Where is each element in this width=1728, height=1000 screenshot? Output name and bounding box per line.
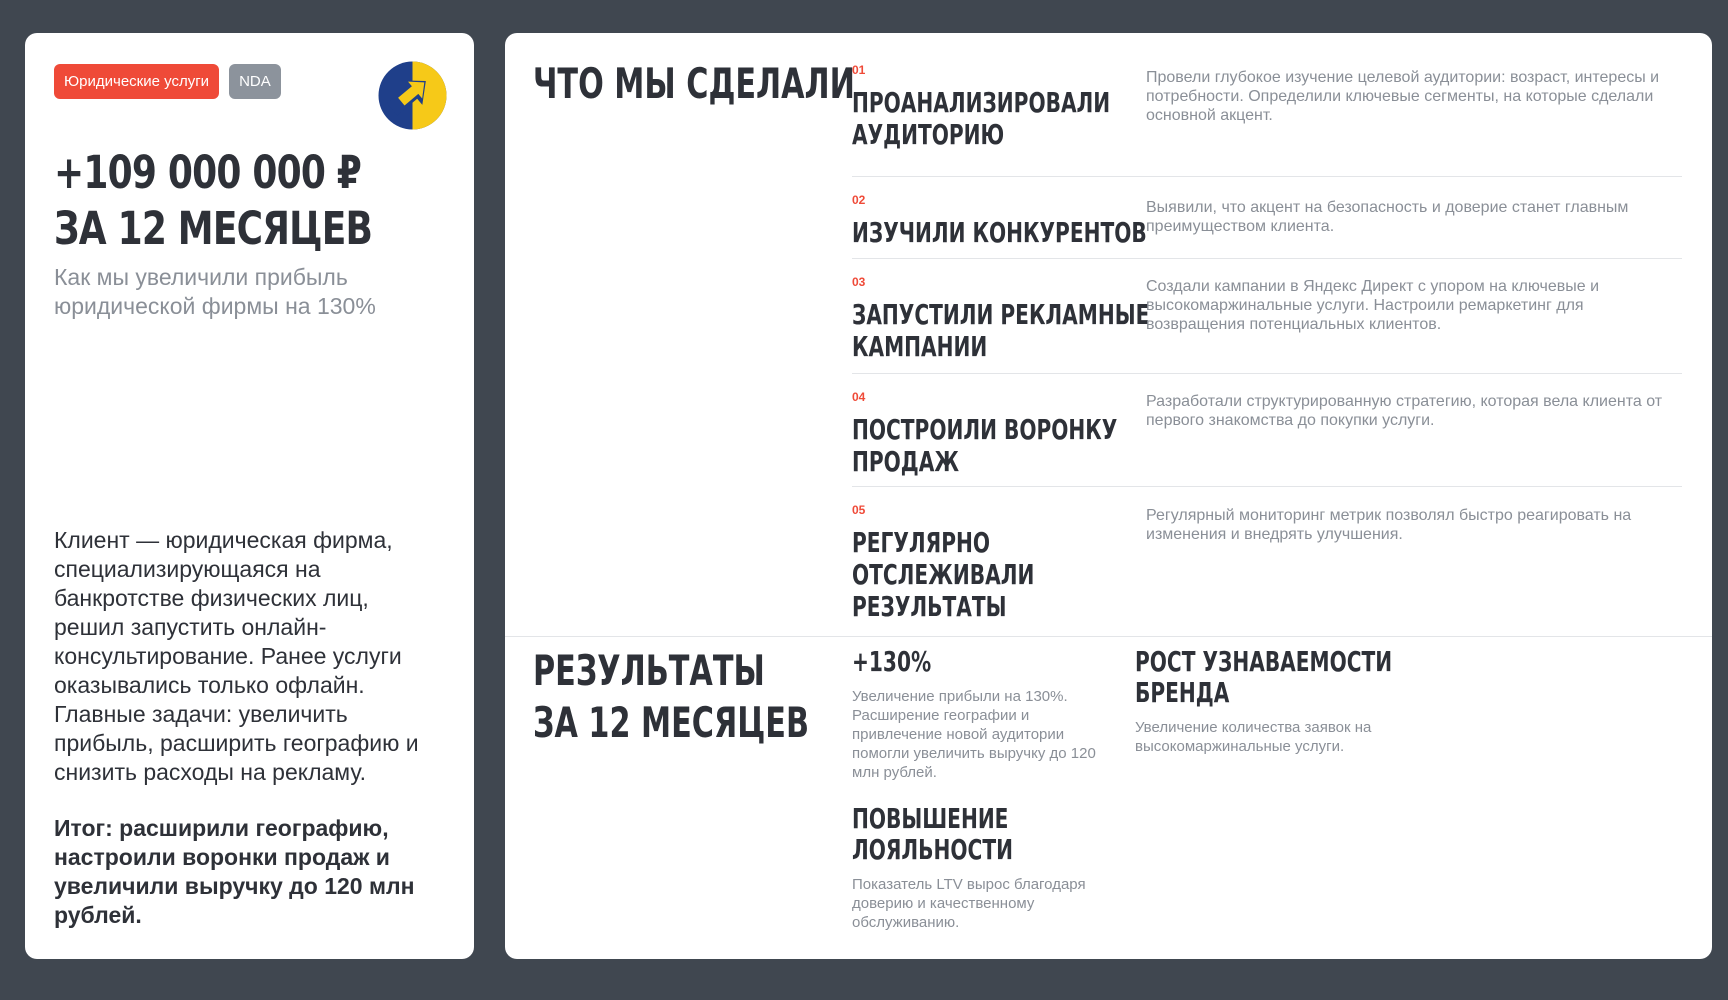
result-title-line: БРЕНДА [1135,676,1230,709]
step-number: 03 [852,275,866,289]
profit-amount: +109 000 000 ₽ [54,146,362,199]
step-item [852,487,1682,622]
case-result: Итог: расширили географию, настроили воронки продаж и увеличили выручку до 120 млн рублей. [54,815,415,928]
step-title-line: ПРОАНАЛИЗИРОВАЛИ [852,86,1111,119]
step-item [852,259,1682,374]
result-title-line: +130% [852,645,932,678]
profit-period: ЗА 12 МЕСЯЦЕВ [54,202,373,255]
step-description: Провели глубокое изучение целевой аудитории: возраст, интересы и потребности. Определили ключевые сегменты, на которые сделали основной акцент. [1146,69,1660,124]
tag-legal-services[interactable]: Юридические услуги [54,64,219,99]
step-description: Выявили, что акцент на безопасность и доверие станет главным преимуществом клиента. [1146,199,1629,235]
result-description: Увеличение прибыли на 130%. Расширение географии и привлечение новой аудитории помогли увеличить выручку до 120 млн рублей. [852,688,1096,781]
result-title [1135,645,1393,709]
tag-nda[interactable]: NDA [229,64,281,99]
step-description: Разработали структурированную стратегию, которая вела клиента от первого знакомства до покупки услуги. [1146,393,1663,429]
step-title-line: ИЗУЧИЛИ КОНКУРЕНТОВ [852,216,1147,249]
case-details-card [505,33,1712,959]
result-title-line: ПОВЫШЕНИЕ [852,802,1009,835]
result-item-loyalty [852,803,1102,932]
step-title-line: РЕЗУЛЬТАТЫ [852,590,1007,623]
section-divider [505,636,1712,637]
result-title-line: ЛОЯЛЬНОСТИ [852,833,1013,866]
what-we-did-title: ЧТО МЫ СДЕЛАЛИ [533,59,855,108]
step-title-line: ПОСТРОИЛИ ВОРОНКУ [852,413,1118,446]
step-title-line: АУДИТОРИЮ [852,118,1005,151]
client-description: Клиент — юридическая фирма, специализирующаяся на банкротстве физических лиц, решил запустить онлайн-консультирование. Ранее услуги оказывались только офлайн. Главные задачи: увеличить прибыль, расширить географию и снизить расходы на рекламу. [54,527,419,785]
step-title-line: ЗАПУСТИЛИ РЕКЛАМНЫЕ [852,298,1150,331]
step-title-line: ОТСЛЕЖИВАЛИ [852,558,1035,591]
yellow-arrow-circle-logo-icon [378,61,447,130]
step-description: Регулярный мониторинг метрик позволял быстро реагировать на изменения и внедрять улучшения. [1146,507,1632,543]
step-title-line: КАМПАНИИ [852,330,988,363]
result-item-profit [852,646,1102,782]
result-title [852,803,1032,865]
step-number: 02 [852,193,866,207]
case-summary-card [25,33,474,959]
step-description: Создали кампании в Яндекс Директ с упором на ключевые и высокомаржинальные услуги. Настроили ремаркетинг для возвращения потенциальных клиентов. [1146,278,1600,333]
result-description: Увеличение количества заявок на высокомаржинальные услуги. [1135,719,1372,755]
step-number: 05 [852,503,866,517]
step-item [852,177,1682,259]
step-title-line: ПРОДАЖ [852,445,960,478]
results-title-line: ЗА 12 МЕСЯЦЕВ [533,698,810,747]
step-number: 01 [852,63,866,77]
step-item [852,374,1682,487]
step-item [852,63,1682,177]
case-subtitle: Как мы увеличили прибыль юридической фирмы на 130% [54,264,376,319]
result-title [852,646,1032,677]
result-description: Показатель LTV вырос благодаря доверию и качественному обслуживанию. [852,876,1086,931]
result-item-brand [1135,646,1415,756]
result-title-line: РОСТ УЗНАВАЕМОСТИ [1135,645,1393,678]
results-title-line: РЕЗУЛЬТАТЫ [533,646,765,695]
results-title [533,645,809,749]
steps-list [852,63,1682,622]
profit-headline [54,145,373,257]
step-number: 04 [852,390,866,404]
step-title-line: РЕГУЛЯРНО [852,526,990,559]
